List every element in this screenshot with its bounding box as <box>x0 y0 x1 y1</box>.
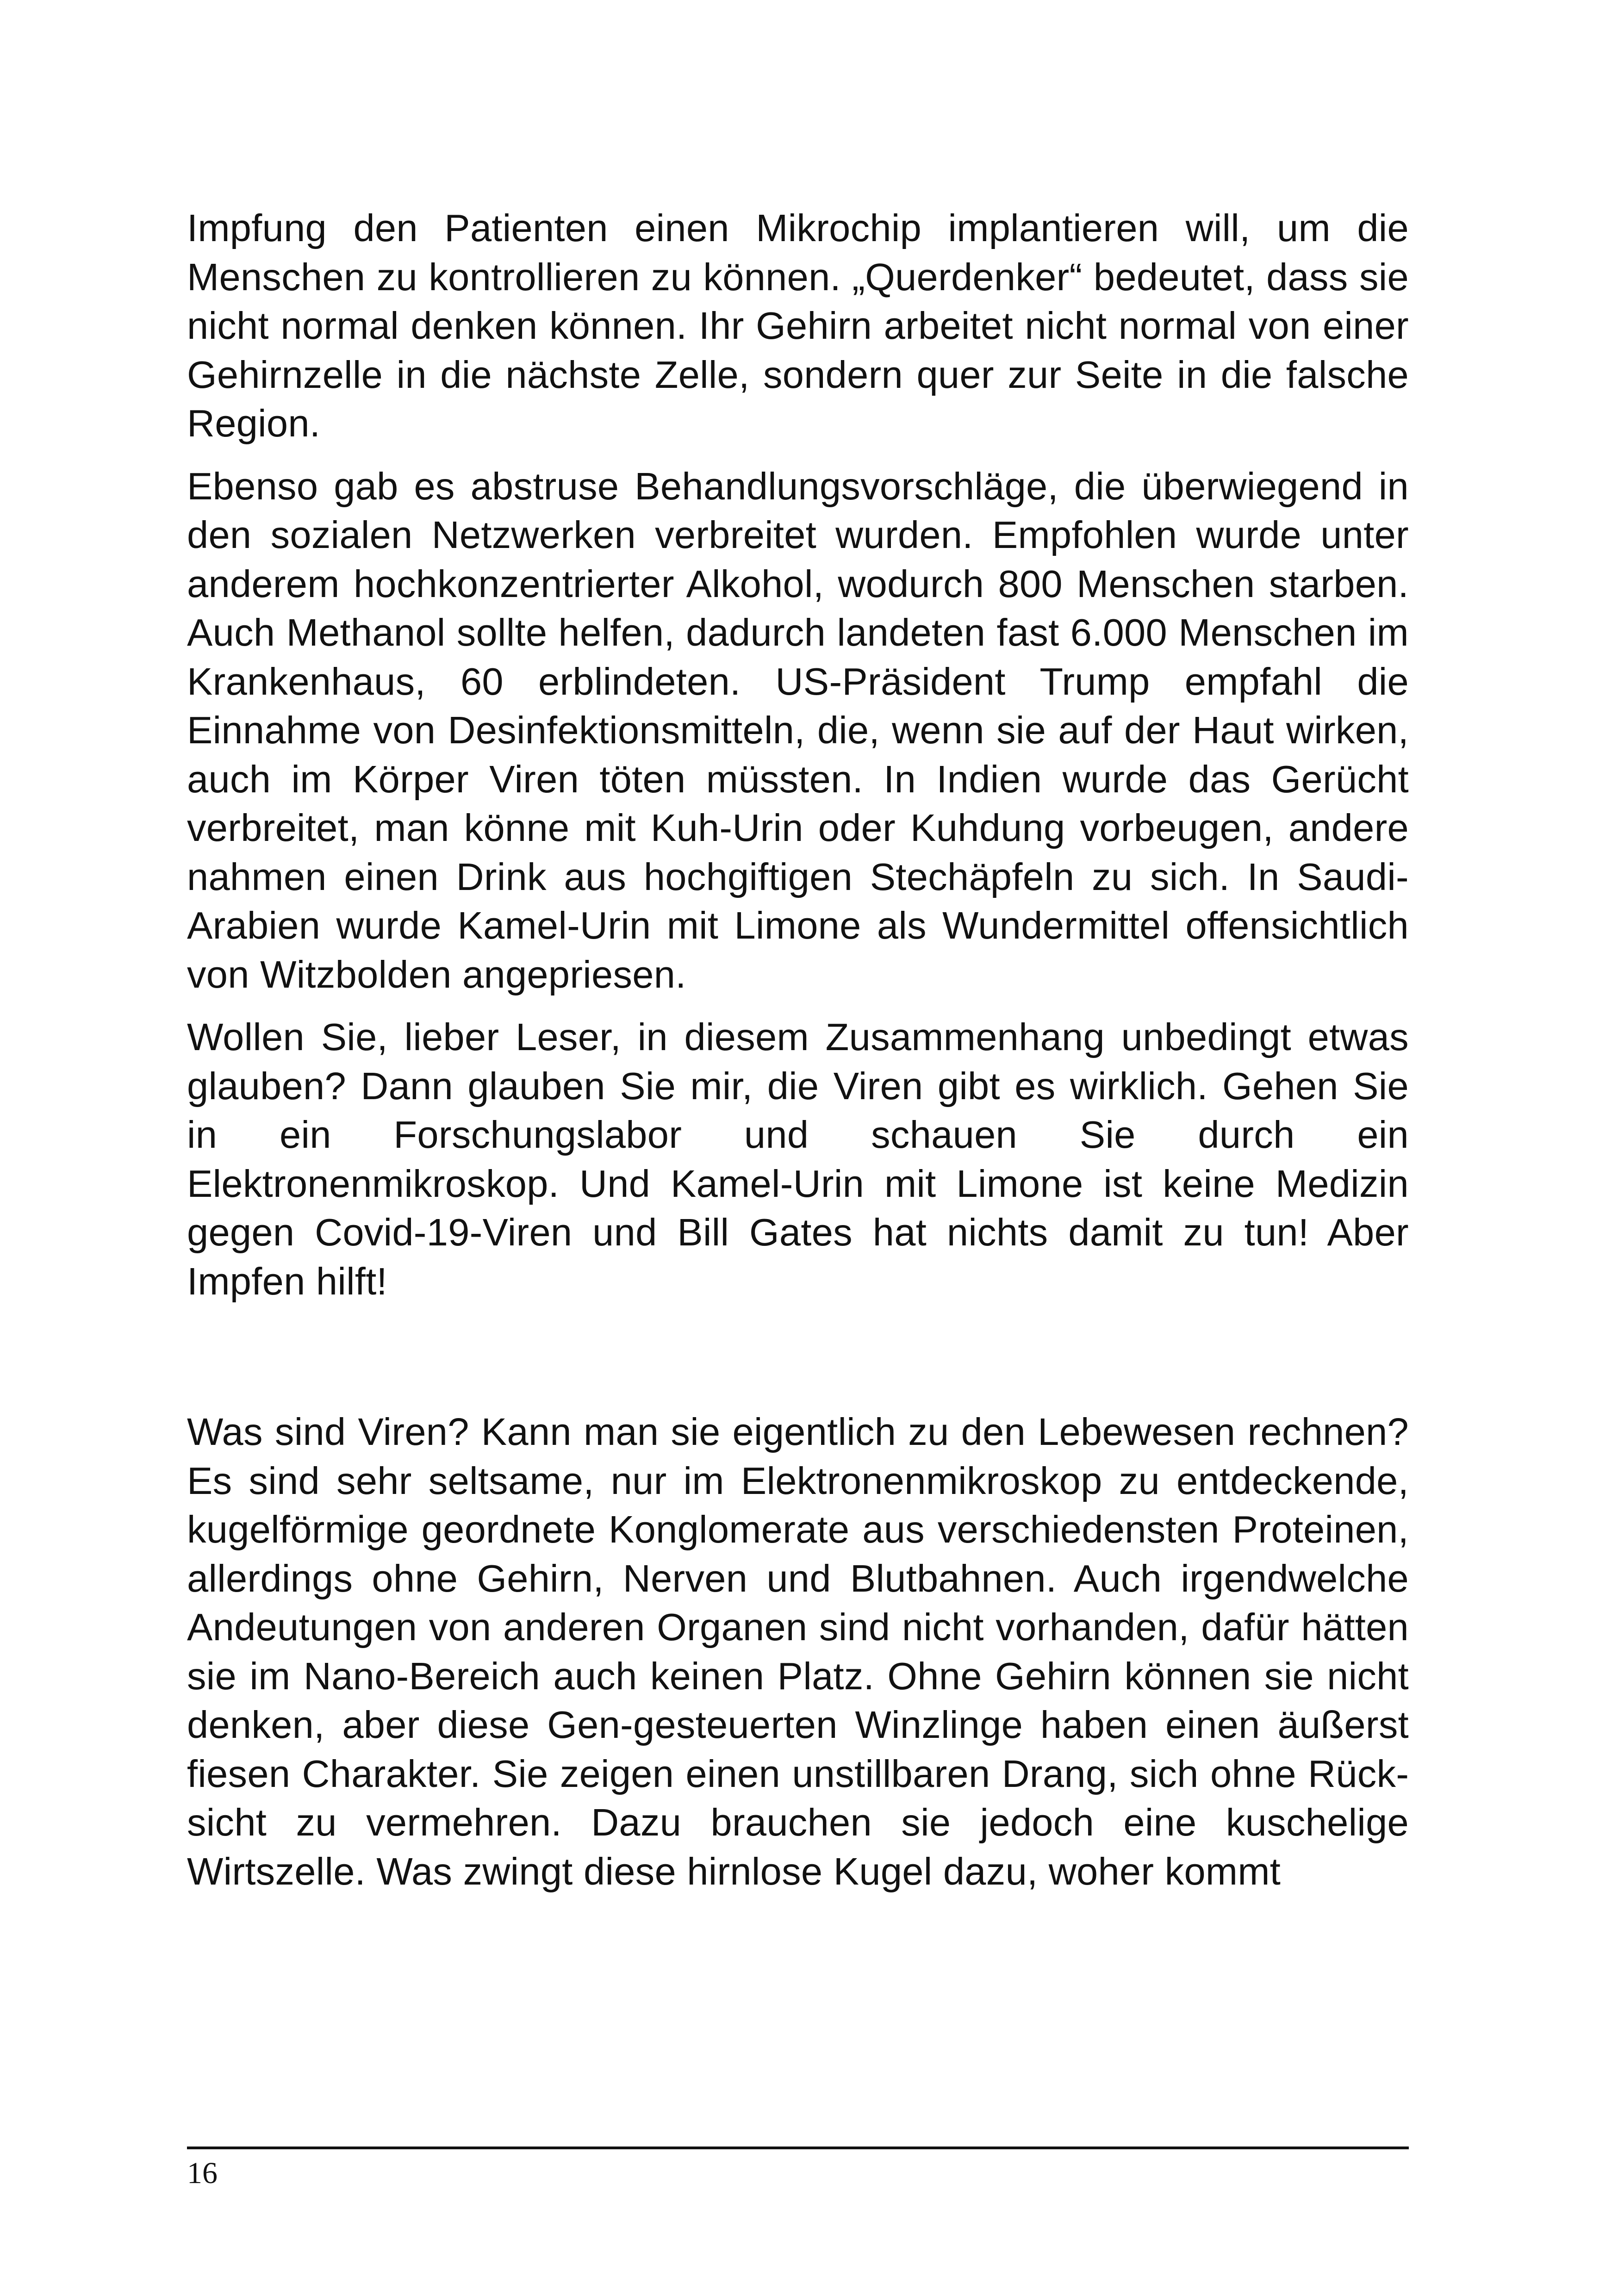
paragraph-4: Was sind Viren? Kann man sie eigentlich zu den Lebewesen rechnen? Es sind sehr seltsame, nur im Elektronenmikroskop zu entdeckende, kugelförmige geordnete Konglomerate aus verschiedensten Proteinen, allerdings ohne Gehirn, Nerven und Blutbahnen. Auch irgendwelche Andeutungen von anderen Organen sind nicht vorhanden, dafür hätten sie im Nano-Bereich auch keinen Platz. Ohne Gehirn können sie nicht denken, aber diese Gen-gesteuerten Winzlinge haben einen äußerst fiesen Charakter. Sie zeigen einen unstillbaren Drang, sich ohne Rücksicht zu vermehren. Dazu brauchen sie jedoch eine kuschelige Wirtszelle. Was zwingt diese hirnlose Kugel dazu, woher kommt <box>187 1410 1409 1893</box>
body-text <box>187 204 1409 1896</box>
paragraph-3: Wollen Sie, lieber Leser, in diesem Zusammenhang unbedingt etwas glauben? Dann glauben Sie mir, die Viren gibt es wirklich. Gehen Sie in ein Forschungslabor und schauen Sie durch ein Elektronenmikroskop. Und Kamel-Urin mit Limone ist keine Medizin gegen Covid-19-Viren und Bill Gates hat nichts damit zu tun! Aber Impfen hilft! <box>187 1015 1409 1303</box>
paragraph-2: Ebenso gab es abstruse Behandlungsvorschläge, die überwiegend in den sozialen Netzwerken verbreitet wurden. Empfohlen wurde unter anderem hochkonzentrierter Alkohol, wodurch 800 Menschen starben. Auch Methanol sollte helfen, dadurch landeten fast 6.000 Menschen im Krankenhaus, 60 erblindeten. US-Präsident Trump empfahl die Einnahme von Desinfektionsmitteln, die, wenn sie auf der Haut wirken, auch im Körper Viren töten müssten. In Indien wurde das Gerücht verbreitet, man könne mit Kuh-Urin oder Kuhdung vorbeugen, andere nahmen einen Drink aus hochgiftigen Stechäpfeln zu sich. In Saudi-Arabien wurde Kamel-Urin mit Limone als Wundermittel offensichtlich von Witzbolden angepriesen. <box>187 464 1409 996</box>
paragraph-1: Impfung den Patienten einen Mikrochip implantieren will, um die Menschen zu kontrollieren zu können. „Querdenker“ bedeutet, dass sie nicht normal denken können. Ihr Gehirn arbeitet nicht normal von einer Gehirnzelle in die nächste Zelle, sondern quer zur Seite in die falsche Region. <box>187 206 1409 445</box>
page-number: 16 <box>187 2156 218 2190</box>
footer-divider <box>187 2147 1409 2149</box>
